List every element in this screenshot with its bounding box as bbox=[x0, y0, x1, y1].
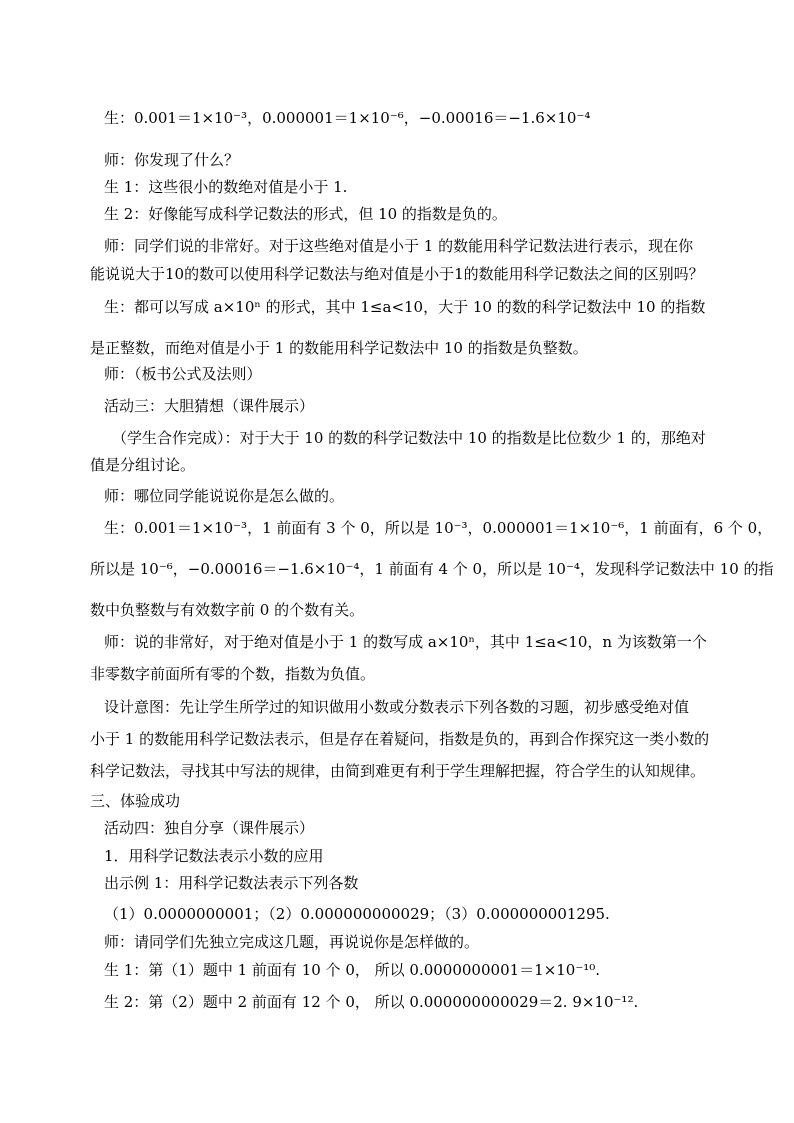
line-group-work-cont: 值是分组讨论。 bbox=[90, 456, 196, 474]
line-teacher-summary: 师：说的非常好，对于绝对值是小于 1 的数写成 a×10ⁿ，其中 1≤a<10，n 为该数第一个 bbox=[104, 633, 707, 651]
line-teacher-summary-cont: 非零数字前面所有零的个数，指数为负值。 bbox=[90, 665, 376, 683]
line-activity-three: 活动三：大胆猜想（课件展示） bbox=[104, 397, 315, 415]
line-teacher-instruct: 师：请同学们先独立完成这几题，再说说你是怎样做的。 bbox=[104, 933, 480, 951]
line-student-reply: 生：都可以写成 a×10ⁿ 的形式，其中 1≤a<10，大于 10 的数的科学记数法中 10 的指数 bbox=[104, 298, 706, 316]
line-student1-solution: 生 1：第（1）题中 1 前面有 10 个 0， 所以 0.0000000001＝1×10⁻¹⁰. bbox=[104, 961, 601, 979]
line-teacher-comment-cont: 能说说大于10的数可以使用科学记数法与绝对值是小于1的数能用科学记数法之间的区别吗？ bbox=[90, 265, 704, 283]
line-design-intent: 设计意图：先让学生所学过的知识做用小数或分数表示下列各数的习题，初步感受绝对值 bbox=[104, 698, 690, 716]
line-student-reply-cont: 是正整数，而绝对值是小于 1 的数能用科学记数法中 10 的指数是负整数。 bbox=[90, 339, 588, 357]
line-activity-four: 活动四：独自分享（课件展示） bbox=[104, 819, 315, 837]
line-student2-answer: 生 2：好像能写成科学记数法的形式，但 10 的指数是负的。 bbox=[104, 205, 507, 223]
line-example-one: 出示例 1：用科学记数法表示下列各数 bbox=[104, 874, 359, 892]
line-teacher-question: 师：你发现了什么？ bbox=[104, 151, 240, 169]
line-teacher-comment: 师：同学们说的非常好。对于这些绝对值是小于 1 的数能用科学记数法进行表示，现在你 bbox=[104, 237, 694, 255]
line-design-intent-2: 小于 1 的数能用科学记数法表示，但是存在着疑问，指数是负的，再到合作探究这一类小数的 bbox=[90, 730, 710, 748]
line-student-explain: 生：0.001＝1×10⁻³，1 前面有 3 个 0，所以是 10⁻³，0.000001＝1×10⁻⁶，1 前面有，6 个 0， bbox=[104, 519, 773, 537]
line-student1-answer: 生 1：这些很小的数绝对值是小于 1. bbox=[104, 178, 348, 196]
line-student2-solution: 生 2：第（2）题中 2 前面有 12 个 0， 所以 0.000000000029＝2. 9×10⁻¹². bbox=[104, 993, 639, 1011]
line-design-intent-3: 科学记数法，寻找其中写法的规律，由简到难更有利于学生理解把握，符合学生的认知规律。 bbox=[90, 762, 706, 780]
section-heading-three: 三、体验成功 bbox=[90, 792, 181, 810]
line-student-example: 生：0.001＝1×10⁻³，0.000001＝1×10⁻⁶，−0.00016＝−1.6×10⁻⁴ bbox=[104, 109, 591, 127]
line-group-work: （学生合作完成）：对于大于 10 的数的科学记数法中 10 的指数是比位数少 1 的，那绝对 bbox=[112, 429, 706, 447]
line-student-explain-end: 数中负整数与有效数字前 0 的个数有关。 bbox=[90, 601, 365, 619]
line-item-one: 1．用科学记数法表示小数的应用 bbox=[104, 847, 324, 865]
line-example-items: （1）0.0000000001；（2）0.000000000029；（3）0.000000001295. bbox=[104, 905, 610, 923]
line-teacher-board: 师：（板书公式及法则） bbox=[104, 365, 262, 383]
line-teacher-ask: 师：哪位同学能说说你是怎么做的。 bbox=[104, 487, 345, 505]
line-student-explain-cont: 所以是 10⁻⁶，−0.00016＝−1.6×10⁻⁴，1 前面有 4 个 0，所以是 10⁻⁴，发现科学记数法中 10 的指 bbox=[90, 560, 774, 578]
